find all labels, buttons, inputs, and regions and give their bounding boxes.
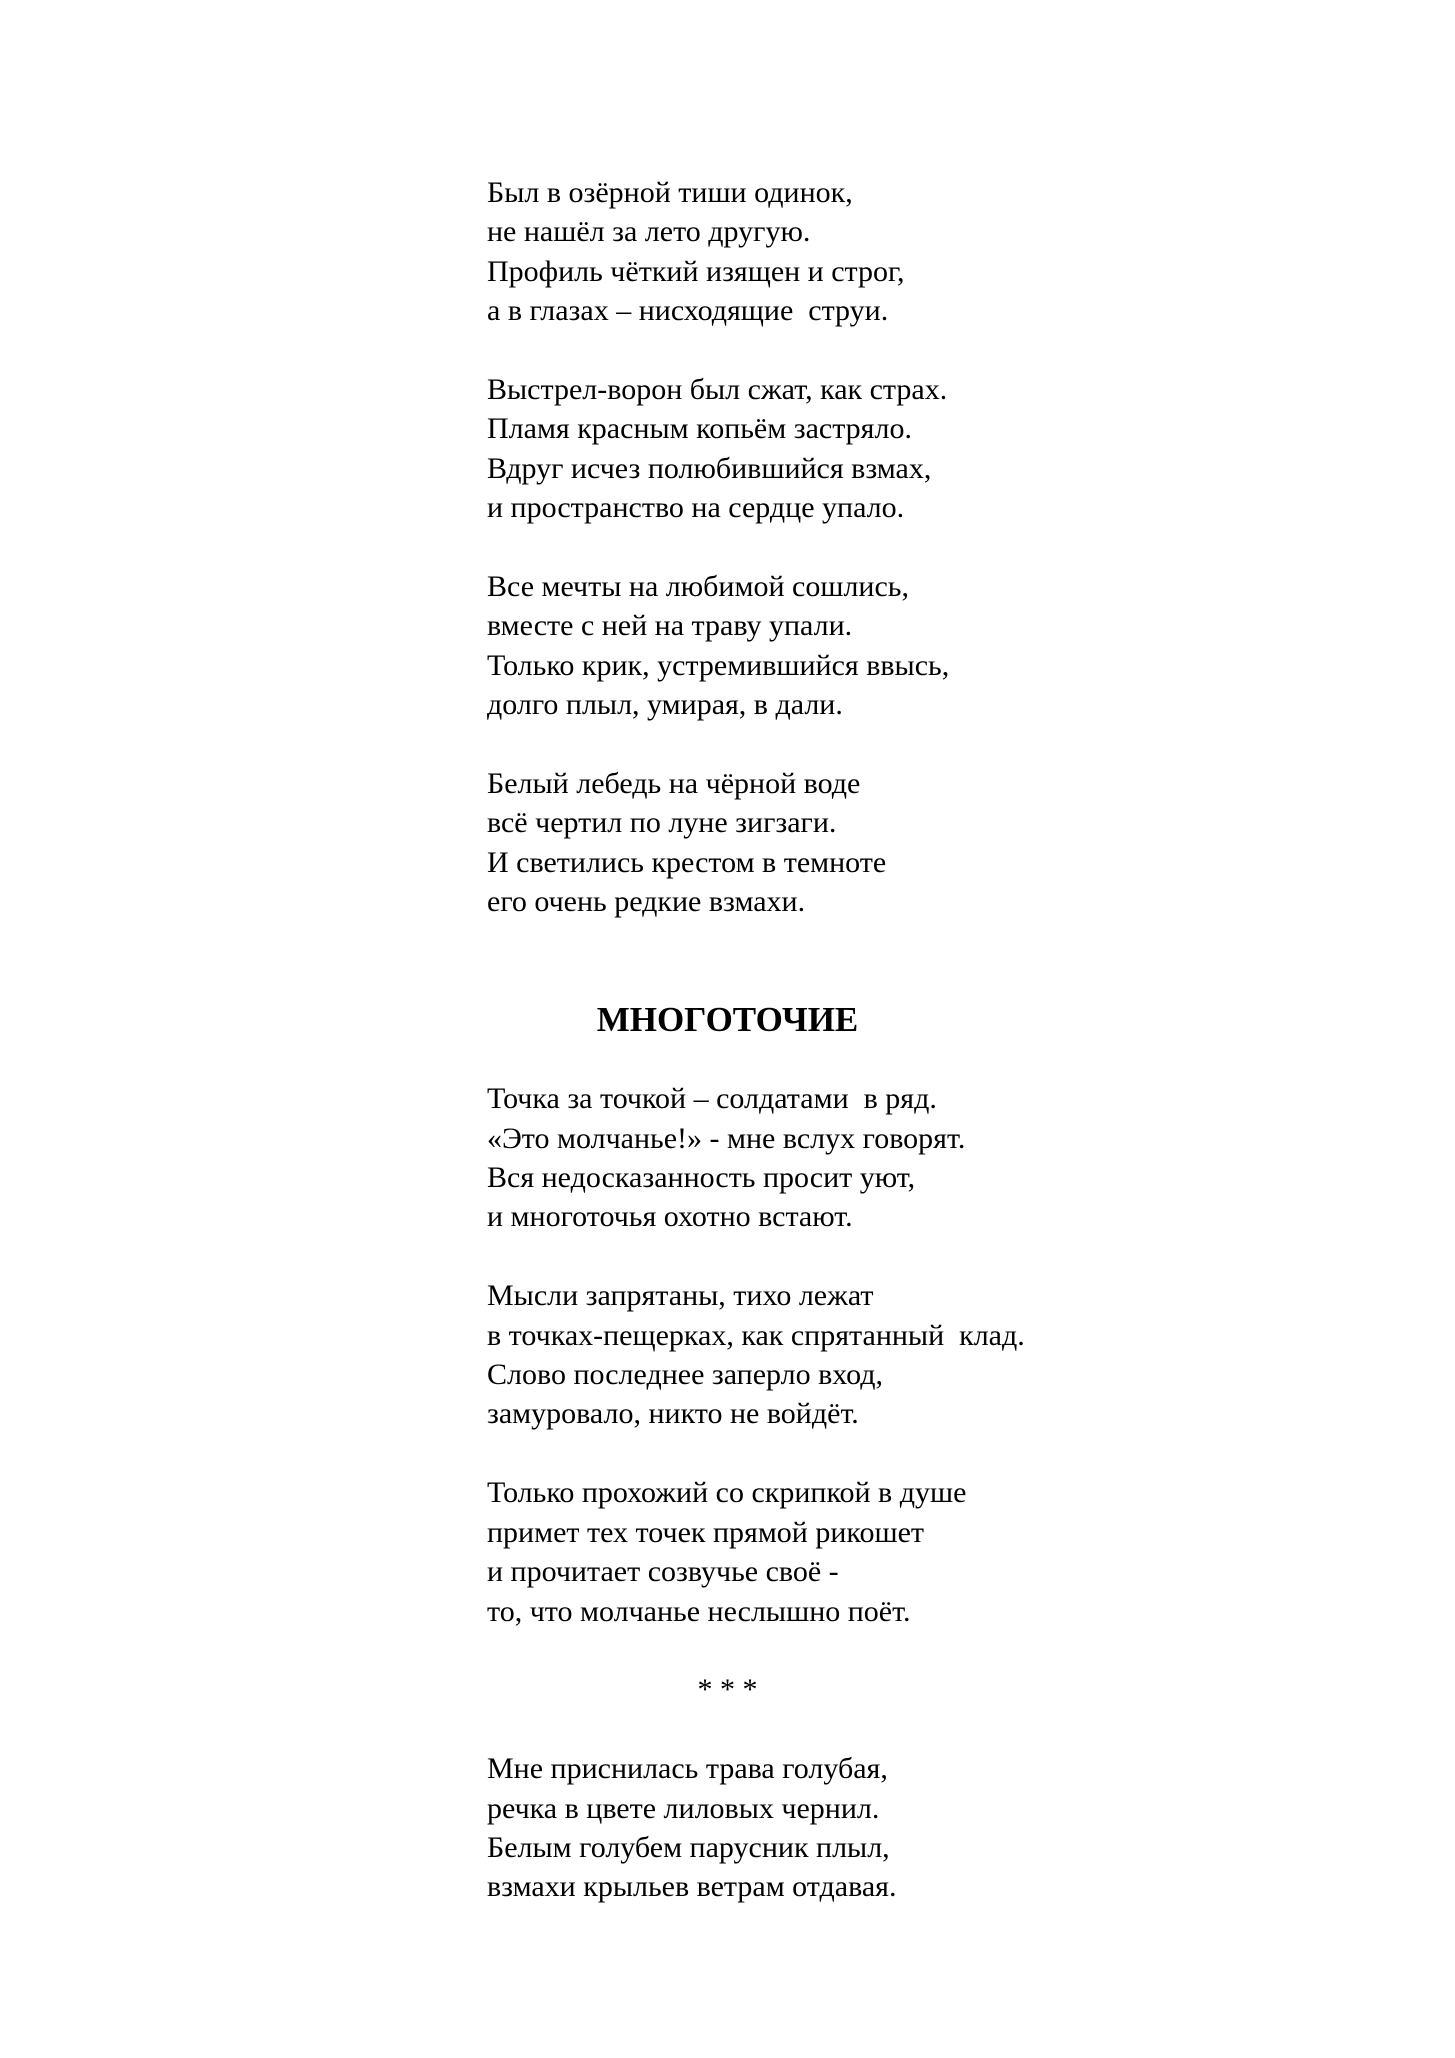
poem-line: не нашёл за лето другую.	[487, 215, 811, 249]
poem-line: замуровало, никто не войдёт.	[487, 1397, 859, 1431]
poem-line: вместе с ней на траву упали.	[487, 609, 853, 643]
poem-line: Пламя красным копьём застряло.	[487, 412, 912, 446]
poem-line: примет тех точек прямой рикошет	[487, 1515, 924, 1549]
poem-line: Мысли запрятаны, тихо лежат	[487, 1279, 874, 1313]
poem	[487, 961, 1025, 1670]
poem-line: Белым голубем парусник плыл,	[487, 1830, 890, 1864]
poem-line: Слово последнее заперло вход,	[487, 1358, 884, 1392]
poem-line: Вся недосказанность просит уют,	[487, 1161, 916, 1195]
stanza	[487, 370, 968, 528]
poem-line: взмахи крыльев ветрам отдавая.	[487, 1870, 897, 1904]
poem-line: Выстрел-ворон был сжат, как страх.	[487, 373, 948, 407]
poem-line: и многоточья охотно встают.	[487, 1200, 853, 1234]
poem-line: «Это молчанье!» - мне вслух говорят.	[487, 1121, 966, 1155]
poem-line: всё чертил по луне зигзаги.	[487, 806, 837, 840]
poem-line: то, что молчанье неслышно поёт.	[487, 1594, 911, 1628]
stanza	[487, 173, 968, 331]
poem-line: и пространство на сердце упало.	[487, 491, 905, 525]
poem-line: Был в озёрной тиши одинок,	[487, 176, 853, 209]
poem-line: Мне приснилась трава голубая,	[487, 1752, 888, 1786]
stanza	[487, 1749, 968, 1907]
stanza	[487, 1276, 1025, 1434]
poem-line: Точка за точкой – солдатами в ряд.	[487, 1082, 937, 1116]
poem-line: в точках-пещерках, как спрятанный клад.	[487, 1318, 1025, 1352]
poem	[487, 173, 968, 961]
poem-line: Только крик, устремившийся ввысь,	[487, 648, 950, 682]
stanza	[487, 764, 968, 922]
stanza	[487, 1079, 968, 1237]
poems-container	[487, 0, 1025, 1946]
poem	[487, 1670, 968, 1946]
poem-line: и прочитает созвучье своё -	[487, 1555, 839, 1589]
poem-line: долго плыл, умирая, в дали.	[487, 688, 843, 722]
stanza	[487, 1473, 968, 1631]
poem-line: его очень редкие взмахи.	[487, 885, 806, 919]
stanza	[487, 567, 968, 725]
poem-line: а в глазах – нисходящие струи.	[487, 294, 889, 328]
poem-line: И светились крестом в темноте	[487, 845, 887, 879]
poem-line: Белый лебедь на чёрной воде	[487, 767, 861, 801]
poem-title: МНОГОТОЧИЕ	[596, 1000, 859, 1040]
poem-line: Все мечты на любимой сошлись,	[487, 570, 909, 604]
poem-line: Только прохожий со скрипкой в душе	[487, 1476, 967, 1510]
poem-line: Профиль чёткий изящен и строг,	[487, 254, 905, 288]
stanza-separator: * * *	[697, 1673, 758, 1707]
poem-line: речка в цвете лиловых чернил.	[487, 1791, 880, 1825]
poem-line: Вдруг исчез полюбившийся взмах,	[487, 451, 932, 485]
